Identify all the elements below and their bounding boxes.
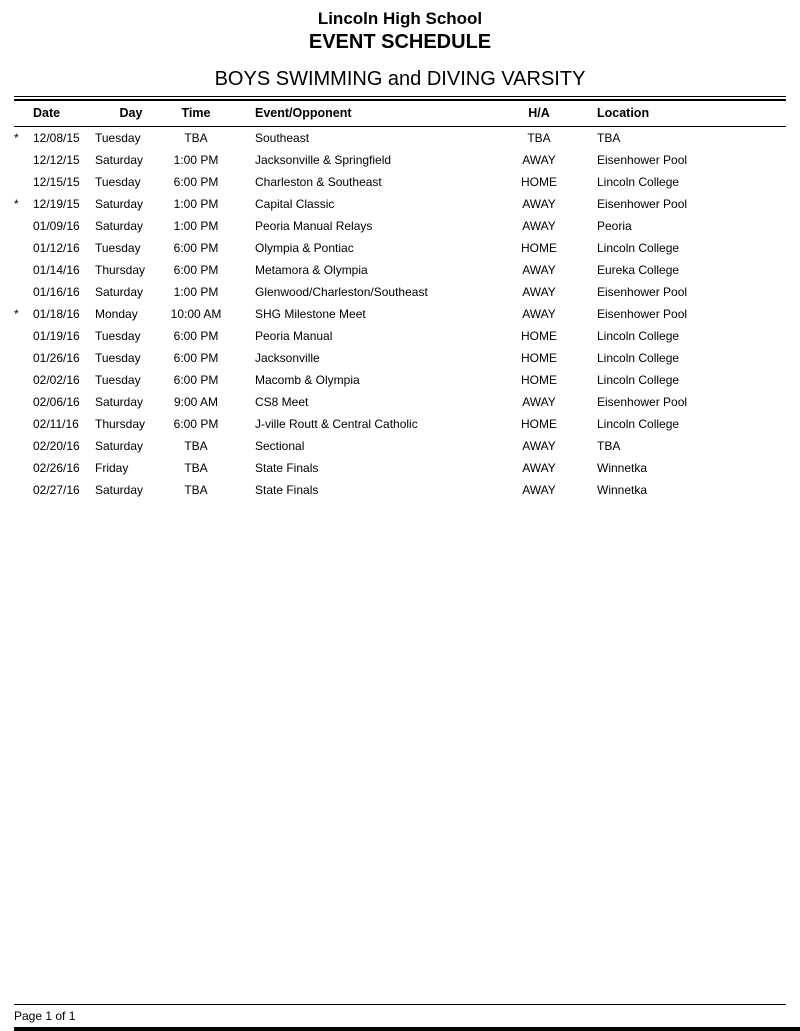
cell-event: Olympia & Pontiac xyxy=(255,241,354,255)
cell-location: TBA xyxy=(597,131,621,145)
star-marker xyxy=(14,171,33,193)
cell-day: Saturday xyxy=(95,483,144,497)
cell-event: Jacksonville & Springfield xyxy=(255,153,392,167)
cell-time: 6:00 PM xyxy=(173,329,219,343)
star-marker xyxy=(14,369,33,391)
cell-location: Winnetka xyxy=(597,483,648,497)
schedule-row xyxy=(14,171,786,193)
schedule-row xyxy=(14,391,786,413)
star-marker xyxy=(14,215,33,237)
cell-event: J-ville Routt & Central Catholic xyxy=(255,417,418,431)
cell-date: 02/02/16 xyxy=(33,373,80,387)
cell-time: 1:00 PM xyxy=(173,219,219,233)
star-marker xyxy=(14,149,33,171)
cell-date: 01/18/16 xyxy=(33,307,80,321)
cell-location: TBA xyxy=(597,439,621,453)
cell-time: 6:00 PM xyxy=(173,263,219,277)
cell-day: Friday xyxy=(95,461,129,475)
cell-ha: AWAY xyxy=(522,395,556,409)
cell-event: State Finals xyxy=(255,461,319,475)
cell-date: 02/27/16 xyxy=(33,483,80,497)
cell-ha: AWAY xyxy=(522,461,556,475)
schedule-row xyxy=(14,259,786,281)
cell-day: Thursday xyxy=(95,417,146,431)
cell-ha: AWAY xyxy=(522,285,556,299)
cell-location: Winnetka xyxy=(597,461,648,475)
header-day: Day xyxy=(95,101,167,127)
bottom-rule xyxy=(14,1027,800,1031)
cell-ha: AWAY xyxy=(522,439,556,453)
cell-location: Eisenhower Pool xyxy=(597,153,688,167)
cell-time: 6:00 PM xyxy=(173,175,219,189)
cell-ha: HOME xyxy=(521,417,557,431)
cell-time: TBA xyxy=(184,483,208,497)
star-marker: * xyxy=(14,197,19,211)
cell-date: 12/12/15 xyxy=(33,153,80,167)
cell-day: Tuesday xyxy=(95,241,141,255)
schedule-row xyxy=(14,369,786,391)
schedule-row xyxy=(14,127,786,150)
cell-ha: AWAY xyxy=(522,219,556,233)
star-marker xyxy=(14,325,33,347)
cell-time: 6:00 PM xyxy=(173,373,219,387)
cell-ha: HOME xyxy=(521,351,557,365)
cell-date: 01/16/16 xyxy=(33,285,80,299)
cell-time: 6:00 PM xyxy=(173,351,219,365)
star-marker xyxy=(14,347,33,369)
cell-day: Tuesday xyxy=(95,373,141,387)
star-marker xyxy=(14,237,33,259)
header-time: Time xyxy=(167,101,255,127)
cell-event: Macomb & Olympia xyxy=(255,373,360,387)
team-subtitle: BOYS SWIMMING and DIVING VARSITY xyxy=(214,68,586,90)
cell-day: Tuesday xyxy=(95,329,141,343)
footer-rule xyxy=(14,1004,786,1005)
school-name: Lincoln High School xyxy=(317,9,483,28)
cell-day: Tuesday xyxy=(95,351,141,365)
cell-time: TBA xyxy=(184,131,208,145)
cell-ha: AWAY xyxy=(522,263,556,277)
cell-event: Peoria Manual Relays xyxy=(255,219,373,233)
cell-event: Sectional xyxy=(255,439,305,453)
cell-ha: HOME xyxy=(521,175,557,189)
schedule-row xyxy=(14,435,786,457)
cell-event: Southeast xyxy=(255,131,310,145)
cell-day: Monday xyxy=(95,307,138,321)
cell-ha: HOME xyxy=(521,329,557,343)
cell-date: 02/06/16 xyxy=(33,395,80,409)
star-marker xyxy=(14,479,33,501)
schedule-table xyxy=(14,101,786,501)
cell-location: Eureka College xyxy=(597,263,680,277)
cell-location: Eisenhower Pool xyxy=(597,307,688,321)
cell-location: Lincoln College xyxy=(597,175,680,189)
schedule-row xyxy=(14,281,786,303)
schedule-row xyxy=(14,303,786,325)
cell-date: 01/19/16 xyxy=(33,329,80,343)
cell-event: SHG Milestone Meet xyxy=(255,307,366,321)
star-marker: * xyxy=(14,307,19,321)
page-number: Page 1 of 1 xyxy=(14,1009,76,1023)
cell-location: Eisenhower Pool xyxy=(597,285,688,299)
cell-time: 10:00 AM xyxy=(170,307,222,321)
schedule-row xyxy=(14,237,786,259)
schedule-row xyxy=(14,193,786,215)
cell-location: Eisenhower Pool xyxy=(597,395,688,409)
schedule-row xyxy=(14,149,786,171)
cell-event: Jacksonville xyxy=(255,351,320,365)
cell-location: Lincoln College xyxy=(597,241,680,255)
cell-date: 01/14/16 xyxy=(33,263,80,277)
cell-date: 12/08/15 xyxy=(33,131,80,145)
cell-ha: TBA xyxy=(527,131,551,145)
star-marker: * xyxy=(14,131,19,145)
cell-day: Tuesday xyxy=(95,131,141,145)
cell-day: Tuesday xyxy=(95,175,141,189)
cell-time: 6:00 PM xyxy=(173,417,219,431)
schedule-row xyxy=(14,413,786,435)
star-marker xyxy=(14,391,33,413)
header-ha: H/A xyxy=(507,101,597,127)
schedule-table-body xyxy=(14,127,786,502)
cell-date: 01/12/16 xyxy=(33,241,80,255)
cell-date: 12/19/15 xyxy=(33,197,80,211)
cell-date: 02/20/16 xyxy=(33,439,80,453)
cell-location: Lincoln College xyxy=(597,329,680,343)
header-star xyxy=(14,101,33,127)
cell-ha: AWAY xyxy=(522,483,556,497)
cell-day: Saturday xyxy=(95,197,144,211)
cell-day: Saturday xyxy=(95,439,144,453)
cell-location: Peoria xyxy=(597,219,632,233)
cell-ha: AWAY xyxy=(522,197,556,211)
cell-date: 01/26/16 xyxy=(33,351,80,365)
schedule-row xyxy=(14,479,786,501)
schedule-table-head xyxy=(14,101,786,127)
cell-date: 02/26/16 xyxy=(33,461,80,475)
cell-time: 9:00 AM xyxy=(173,395,219,409)
schedule-row xyxy=(14,347,786,369)
schedule-row xyxy=(14,215,786,237)
cell-event: State Finals xyxy=(255,483,319,497)
cell-date: 01/09/16 xyxy=(33,219,80,233)
cell-ha: AWAY xyxy=(522,307,556,321)
header-row xyxy=(14,101,786,127)
cell-time: 1:00 PM xyxy=(173,285,219,299)
cell-location: Lincoln College xyxy=(597,417,680,431)
schedule-row xyxy=(14,325,786,347)
cell-date: 02/11/16 xyxy=(33,417,79,431)
cell-event: Peoria Manual xyxy=(255,329,333,343)
schedule-section xyxy=(14,96,786,501)
document-title: EVENT SCHEDULE xyxy=(308,31,492,53)
cell-day: Thursday xyxy=(95,263,146,277)
cell-location: Lincoln College xyxy=(597,373,680,387)
cell-ha: HOME xyxy=(521,373,557,387)
star-marker xyxy=(14,457,33,479)
cell-day: Saturday xyxy=(95,219,144,233)
cell-day: Saturday xyxy=(95,153,144,167)
cell-location: Lincoln College xyxy=(597,351,680,365)
star-marker xyxy=(14,413,33,435)
cell-date: 12/15/15 xyxy=(33,175,80,189)
cell-event: Metamora & Olympia xyxy=(255,263,368,277)
header-event: Event/Opponent xyxy=(255,101,507,127)
document-header xyxy=(0,0,800,91)
cell-location: Eisenhower Pool xyxy=(597,197,688,211)
cell-ha: AWAY xyxy=(522,153,556,167)
star-marker xyxy=(14,435,33,457)
cell-event: CS8 Meet xyxy=(255,395,309,409)
cell-day: Saturday xyxy=(95,285,144,299)
schedule-row xyxy=(14,457,786,479)
cell-time: TBA xyxy=(184,439,208,453)
star-marker xyxy=(14,259,33,281)
cell-event: Capital Classic xyxy=(255,197,335,211)
cell-day: Saturday xyxy=(95,395,144,409)
cell-event: Charleston & Southeast xyxy=(255,175,382,189)
cell-time: TBA xyxy=(184,461,208,475)
header-location: Location xyxy=(597,101,786,127)
cell-time: 6:00 PM xyxy=(173,241,219,255)
header-date: Date xyxy=(33,101,95,127)
cell-event: Glenwood/Charleston/Southeast xyxy=(255,285,428,299)
cell-ha: HOME xyxy=(521,241,557,255)
cell-time: 1:00 PM xyxy=(173,153,219,167)
star-marker xyxy=(14,281,33,303)
cell-time: 1:00 PM xyxy=(173,197,219,211)
